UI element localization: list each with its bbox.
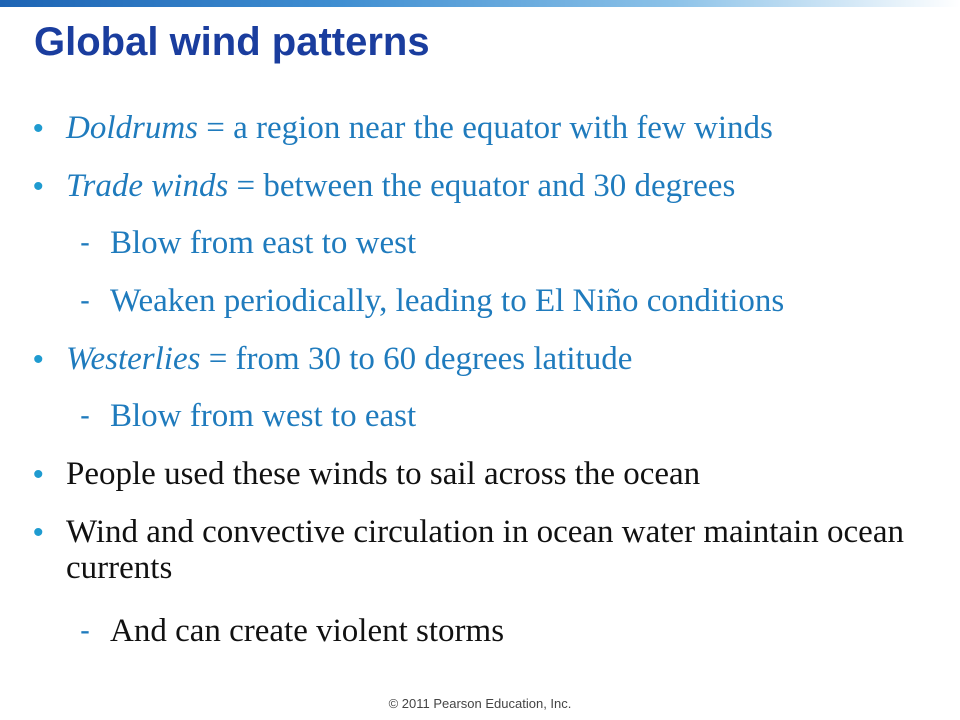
slide-title: Global wind patterns (34, 20, 430, 64)
bullet-text: People used these winds to sail across the ocean (66, 456, 701, 492)
bullet-text: Wind and convective circulation in ocean water maintain ocean currents (66, 514, 904, 586)
dash-icon: - (80, 614, 90, 647)
sub-bullet-text: Weaken periodically, leading to El Niño conditions (110, 283, 785, 319)
bullet-dot-icon: • (33, 112, 44, 145)
bullet-term: Trade winds (66, 168, 229, 204)
bullet-term: Doldrums (66, 110, 199, 146)
dash-icon: - (80, 399, 90, 432)
bullet-dot-icon: • (33, 516, 44, 549)
bullet-definition: = a region near the equator with few winds (198, 110, 773, 146)
bullet-dot-icon: • (33, 170, 44, 203)
copyright-footer: © 2011 Pearson Education, Inc. (388, 696, 572, 711)
bullet-term: Westerlies (66, 341, 201, 377)
bullet-definition: = between the equator and 30 degrees (228, 168, 736, 204)
bullet-dot-icon: • (33, 343, 44, 376)
dash-icon: - (80, 226, 90, 259)
dash-icon: - (80, 284, 90, 317)
sub-bullet-text: Blow from east to west (110, 225, 417, 261)
sub-bullet-text: And can create violent storms (110, 613, 505, 649)
sub-bullet-text: Blow from west to east (110, 398, 417, 434)
bullet-text (66, 341, 632, 377)
bullet-text (66, 110, 773, 146)
bullet-dot-icon: • (33, 458, 44, 491)
bullet-definition: = from 30 to 60 degrees latitude (200, 341, 633, 377)
bullet-text (66, 168, 735, 204)
